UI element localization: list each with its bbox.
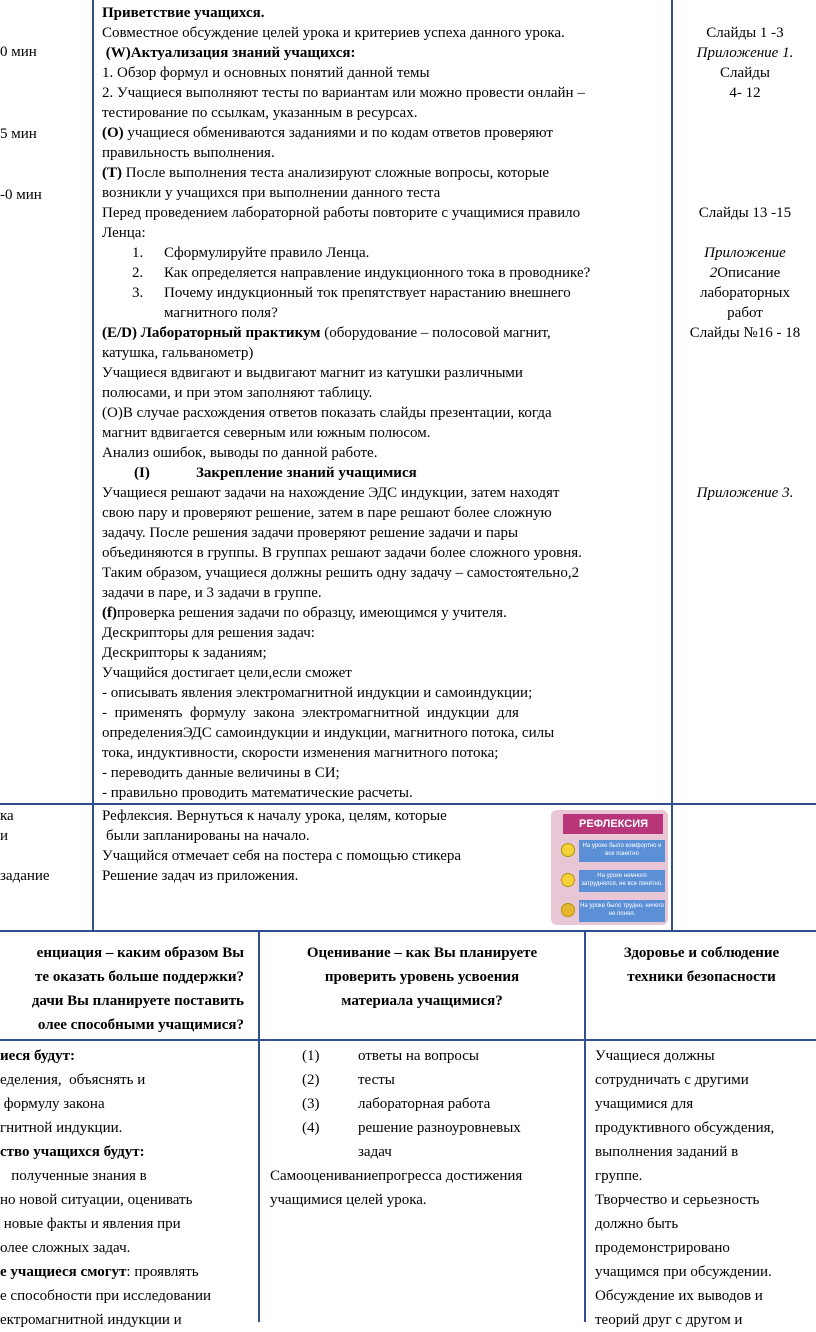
grid-line bbox=[0, 1039, 816, 1041]
poster-row-label: На уроке было комфортно и все понятно bbox=[579, 840, 665, 862]
resource-text: лабораторных bbox=[699, 285, 790, 301]
reflection-left-line: ка bbox=[0, 808, 14, 824]
body-line: Обсуждение их выводов и bbox=[595, 1288, 763, 1304]
differentiation-body bbox=[0, 1044, 256, 1332]
body-line: продемонстрировано bbox=[595, 1240, 730, 1256]
header-line: материала учащимися? bbox=[341, 993, 503, 1009]
assessment-item: (4) решение разноуровневых bbox=[302, 1120, 521, 1136]
resource-text: Приложение 3. bbox=[696, 485, 794, 501]
differentiation-header bbox=[0, 941, 256, 1037]
reflection-line: Учащийся отмечает себя на постера с помощью стикера bbox=[102, 848, 462, 864]
w-item-2: 2. Учащиеся выполняют тесты по вариантам или можно провести онлайн – bbox=[102, 85, 585, 101]
descriptor-line: Дескрипторы для решения задач: bbox=[102, 625, 315, 641]
question-number: 3. bbox=[132, 285, 144, 301]
header-line: енциация – каким образом Вы bbox=[36, 945, 244, 961]
body-line: должно быть bbox=[595, 1216, 679, 1232]
o2-text-cont: магнит вдвигается северным или южным полюсом. bbox=[102, 425, 431, 441]
body-line: полученные знания в bbox=[0, 1168, 147, 1184]
reflection-left bbox=[0, 806, 90, 886]
body-line: е учащиеся смогут: проявлять bbox=[0, 1264, 199, 1280]
grid-line bbox=[258, 930, 260, 1322]
descriptor-line: Учащийся достигает цели,если сможет bbox=[102, 665, 352, 681]
descriptor-line: - описывать явления электромагнитной индукции и самоиндукции; bbox=[102, 685, 533, 701]
body-line: Творчество и серьезность bbox=[595, 1192, 760, 1208]
grid-line bbox=[92, 0, 94, 932]
analysis-text: Анализ ошибок, выводы по данной работе. bbox=[102, 445, 378, 461]
descriptor-line: - применять формулу закона электромагнитной индукции для bbox=[102, 705, 519, 721]
lab-move-text: Учащиеся вдвигают и выдвигают магнит из катушки различными bbox=[102, 365, 523, 381]
o-label: (О) bbox=[102, 125, 124, 141]
poster-row bbox=[557, 900, 665, 922]
resource-text: Слайды №16 - 18 bbox=[689, 325, 801, 341]
reflection-left-line: задание bbox=[0, 868, 50, 884]
o-text: учащиеся обмениваются заданиями и по кодам ответов проверяют bbox=[123, 125, 553, 141]
o2-text: (О)В случае расхождения ответов показать слайды презентации, когда bbox=[102, 405, 552, 421]
health-safety-body bbox=[595, 1044, 816, 1332]
time-cell: -0 мин bbox=[0, 187, 42, 203]
w-title: (W)Актуализация знаний учащихся: bbox=[105, 45, 356, 61]
lesson-stages bbox=[102, 3, 662, 803]
lab-move-text-cont: полюсами, и при этом заполняют таблицу. bbox=[102, 385, 373, 401]
reflection-left-line bbox=[0, 846, 90, 866]
reflection-left-line: и bbox=[0, 828, 9, 844]
smiley-icon bbox=[561, 903, 575, 917]
grid-line bbox=[0, 930, 816, 932]
descriptor-line: определенияЭДС самоиндукции и индукции, магнитного потока, силы bbox=[102, 725, 555, 741]
reflection-text bbox=[102, 806, 542, 886]
assessment-item: (1) ответы на вопросы bbox=[302, 1048, 479, 1064]
resource-text: Приложение bbox=[704, 245, 786, 261]
i-label: (I) bbox=[134, 465, 150, 481]
resource-text: работ bbox=[727, 305, 763, 321]
f-text: проверка решения задачи по образцу, имеющимся у учителя. bbox=[117, 605, 507, 621]
task-line: задачи в паре, и 3 задачи в группе. bbox=[102, 585, 322, 601]
time-cell: 5 мин bbox=[0, 126, 37, 142]
body-line: иеся будут: bbox=[0, 1048, 75, 1064]
question-2: Как определяется направление индукционного тока в проводнике? bbox=[164, 265, 591, 281]
resource-text: Приложение 1. bbox=[696, 45, 794, 61]
poster-row bbox=[557, 870, 665, 892]
body-line: учащимся при обсуждении. bbox=[595, 1264, 772, 1280]
body-line: выполнения заданий в bbox=[595, 1144, 739, 1160]
task-line: Таким образом, учащиеся должны решить одну задачу – самостоятельно,2 bbox=[102, 565, 580, 581]
header-line: Здоровье и соблюдение bbox=[623, 945, 780, 961]
poster-title: РЕФЛЕКСИЯ bbox=[563, 814, 663, 834]
time-cell: 0 мин bbox=[0, 44, 37, 60]
poster-row-label: На уроке было трудно, ничего не понял. bbox=[579, 900, 665, 922]
reflection-line: Рефлексия. Вернуться к началу урока, целям, которые bbox=[102, 808, 447, 824]
descriptor-line: - переводить данные величины в СИ; bbox=[102, 765, 340, 781]
reflection-line: Решение задач из приложения. bbox=[102, 868, 299, 884]
w-item-2-cont: тестирование по ссылкам, указанным в ресурсах. bbox=[102, 105, 418, 121]
lenz-intro-cont: Ленца: bbox=[102, 225, 146, 241]
grid-line bbox=[584, 930, 586, 1322]
body-line: учащимися для bbox=[595, 1096, 694, 1112]
header-line: олее способными учащимися? bbox=[37, 1017, 244, 1033]
body-line: ектромагнитной индукции и bbox=[0, 1312, 182, 1328]
grid-line bbox=[671, 0, 673, 932]
reflection-line: были запланированы на начало. bbox=[106, 828, 310, 844]
greeting-text: Совместное обсуждение целей урока и критериев успеха данного урока. bbox=[102, 25, 565, 41]
resource-text: 2Описание bbox=[709, 265, 781, 281]
question-3-cont: магнитного поля? bbox=[164, 305, 278, 321]
body-line: еделения, объяснять и bbox=[0, 1072, 146, 1088]
header-line: проверить уровень усвоения bbox=[324, 969, 520, 985]
question-number: 1. bbox=[132, 245, 144, 261]
w-item-1: 1. Обзор формул и основных понятий данной темы bbox=[102, 65, 430, 81]
question-1: Сформулируйте правило Ленца. bbox=[164, 245, 370, 261]
t-text: После выполнения теста анализируют сложные вопросы, которые bbox=[122, 165, 550, 181]
i-title: Закрепление знаний учащимися bbox=[196, 465, 417, 481]
reflection-poster-image bbox=[551, 810, 668, 925]
assessment-body bbox=[270, 1044, 582, 1212]
body-line: ство учащихся будут: bbox=[0, 1144, 145, 1160]
body-line: но новой ситуации, оценивать bbox=[0, 1192, 193, 1208]
ed-label: (Е/D) Лабораторный практикум bbox=[102, 325, 321, 341]
f-label: (f) bbox=[102, 605, 117, 621]
descriptor-line: тока, индуктивности, скорости изменения магнитного потока; bbox=[102, 745, 499, 761]
t-text-cont: возникли у учащихся при выполнении данного теста bbox=[102, 185, 441, 201]
greeting-title: Приветствие учащихся. bbox=[102, 5, 265, 21]
poster-row bbox=[557, 840, 665, 862]
assessment-header bbox=[261, 941, 583, 1013]
body-line: гнитной индукции. bbox=[0, 1120, 123, 1136]
header-line: дачи Вы планируете поставить bbox=[31, 993, 244, 1009]
ed-text-cont: катушка, гальванометр) bbox=[102, 345, 254, 361]
assessment-item: (2) тесты bbox=[302, 1072, 395, 1088]
smiley-icon bbox=[561, 843, 575, 857]
question-3: Почему индукционный ток препятствует нарастанию внешнего bbox=[164, 285, 571, 301]
assessment-tail: Самооцениваниепрогресса достижения bbox=[270, 1168, 523, 1184]
descriptor-line: Дескрипторы к заданиям; bbox=[102, 645, 267, 661]
resource-text: 4- 12 bbox=[729, 85, 761, 101]
task-line: Учащиеся решают задачи на нахождение ЭДС индукции, затем находят bbox=[102, 485, 560, 501]
header-line: техники безопасности bbox=[627, 969, 776, 985]
task-line: объединяются в группы. В группах решают задачи более сложного уровня. bbox=[102, 545, 582, 561]
question-number: 2. bbox=[132, 265, 144, 281]
assessment-tail: учащимися целей урока. bbox=[270, 1192, 427, 1208]
smiley-icon bbox=[561, 873, 575, 887]
header-line: те оказать больше поддержки? bbox=[35, 969, 244, 985]
body-line: теорий друг с другом и bbox=[595, 1312, 743, 1328]
body-line: олее сложных задач. bbox=[0, 1240, 131, 1256]
t-label: (Т) bbox=[102, 165, 122, 181]
poster-row-label: На уроке немного затруднялся, не все понятно. bbox=[579, 870, 665, 892]
body-line: продуктивного обсуждения, bbox=[595, 1120, 775, 1136]
body-line: группе. bbox=[595, 1168, 643, 1184]
grid-line bbox=[0, 803, 816, 805]
ed-text: (оборудование – полосовой магнит, bbox=[320, 325, 551, 341]
health-safety-header bbox=[587, 941, 816, 989]
body-line: е способности при исследовании bbox=[0, 1288, 211, 1304]
task-line: задачу. После решения задачи проверяют решение задачи и пары bbox=[102, 525, 519, 541]
body-line: новые факты и явления при bbox=[0, 1216, 181, 1232]
assessment-item: (3) лабораторная работа bbox=[302, 1096, 491, 1112]
lenz-intro: Перед проведением лабораторной работы повторите с учащимися правило bbox=[102, 205, 581, 221]
resource-text: Слайды 13 -15 bbox=[698, 205, 792, 221]
body-line: формулу закона bbox=[0, 1096, 105, 1112]
task-line: свою пару и проверяют решение, затем в паре решают более сложную bbox=[102, 505, 552, 521]
body-line: Учащиеся должны bbox=[595, 1048, 715, 1064]
resource-text: Слайды 1 -3 bbox=[706, 25, 784, 41]
o-text-cont: правильность выполнения. bbox=[102, 145, 275, 161]
assessment-item-cont: задач bbox=[358, 1144, 392, 1160]
descriptor-line: - правильно проводить математические расчеты. bbox=[102, 785, 413, 801]
resource-text: Слайды bbox=[720, 65, 770, 81]
body-line: сотрудничать с другими bbox=[595, 1072, 749, 1088]
header-line: Оценивание – как Вы планируете bbox=[306, 945, 538, 961]
